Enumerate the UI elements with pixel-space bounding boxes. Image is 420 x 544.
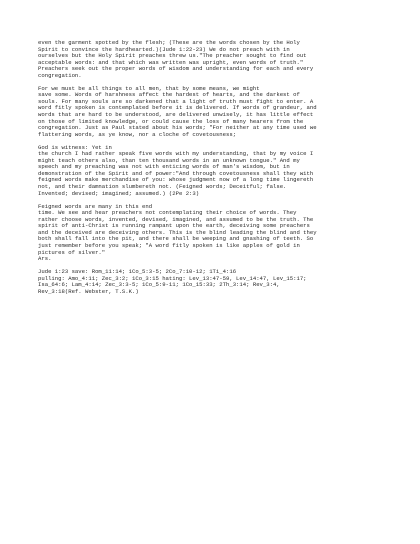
text-line: demonstration of the Spirit and of power:"And through covetousness shall they with (38, 169, 314, 177)
text-line: and the deceived are deceiving others. This is the blind leading the blind and they (38, 228, 317, 236)
text-line: feigned words make merchandise of you: whose judgment now of a long time lingereth (38, 176, 314, 184)
text-line: For we must be all things to all men, that by some means, we might (38, 84, 260, 92)
text-line: acceptable words: and that which was written was upright, even words of truth." (38, 58, 304, 66)
text-line: ourselves but the Holy Spirit preaches threw us."The preacher sought to find out (38, 52, 307, 60)
text-line: flattering words, as ye know, nor a cloche of covetousness; (38, 130, 237, 138)
paragraph-2 (38, 86, 388, 138)
text-line: Ars. (38, 255, 52, 263)
text-line: the church I had rather speak five words with my understanding, that by my voice I (38, 150, 314, 158)
text-line: Invented; devised; imagined; assumed.) (2Pe 2:3) (38, 189, 200, 197)
text-line: not, and their damnation slumbereth not. (Feigned words; Deceitful; false. (38, 183, 287, 191)
text-line: word fitly spoken is contemplated before it is delivered. If words of grandeur, and (38, 104, 317, 112)
paragraph-1 (38, 40, 388, 79)
text-line: Rev_3:18(Ref. Webster, T.S.K.) (38, 287, 139, 295)
text-line: time. We see and hear preachers not contemplating their choice of words. They (38, 209, 297, 217)
text-line: even the garment spotted by the flesh; (These are the words chosen by the Holy (38, 39, 300, 46)
text-line: both shall fall into the pit, and there shall be weeping and gnashing of teeth. So (38, 235, 314, 243)
text-line: might teach others also, than ten thousand words in an unknown tongue." And my (38, 156, 300, 164)
document-body (38, 40, 388, 295)
text-line: Spirit to convince the hardhearted.)(Jude 1:22-23) We do not preach with in (38, 45, 290, 53)
text-line: Isa_64:6; Lam_4:14; Zec_3:3-5; 1Co_5:9-11; 1Co_15:33; 2Th_3:14; Rev_3:4, (38, 281, 280, 289)
text-line: Preachers seek out the proper words of wisdom and understanding for each and every (38, 65, 314, 73)
text-line: rather choose words, invented, devised, imagined, and assumed to be the truth. The (38, 215, 314, 223)
text-line: pictures of silver." (38, 248, 106, 256)
text-line: save some. Words of harshness affect the hardest of hearts, and the darkest of (38, 91, 300, 99)
text-line: pulling: Amo_4:11; Zec_3:2; 1Co_3:15 hating: Lev_13:47-59, Lev_14:47, Lev_15:17; (38, 274, 307, 282)
paragraph-3 (38, 145, 388, 197)
text-line: congregation. Just as Paul stated about his words; "For neither at any time used we (38, 124, 317, 132)
text-line: Feigned words are many in this end (38, 202, 153, 210)
text-line: just remember before you speak; "A word fitly spoken is like apples of gold in (38, 241, 300, 249)
text-line: spirit of anti-Christ is running rampant upon the earth, deceiving some preachers (38, 222, 310, 230)
text-line: Jude 1:23 save: Rom_11:14; 1Co_5:3-5; 2Co_7:10-12; 1Ti_4:16 (38, 268, 237, 276)
references-paragraph (38, 269, 388, 295)
paragraph-4 (38, 204, 388, 263)
text-line: souls. For many souls are so darkened that a light of truth must fight to enter. A (38, 97, 314, 105)
text-line: speech and my preaching was not with enticing words of man's wisdom, but in (38, 163, 290, 171)
text-line: on those of limited knowledge, or could cause the loss of many hearers from the (38, 117, 304, 125)
text-line: congregation. (38, 71, 82, 79)
text-line: God is witness: Yet in (38, 143, 112, 151)
text-line: words that are hard to be understood, are delivered unwisely, it has little effect (38, 111, 314, 119)
